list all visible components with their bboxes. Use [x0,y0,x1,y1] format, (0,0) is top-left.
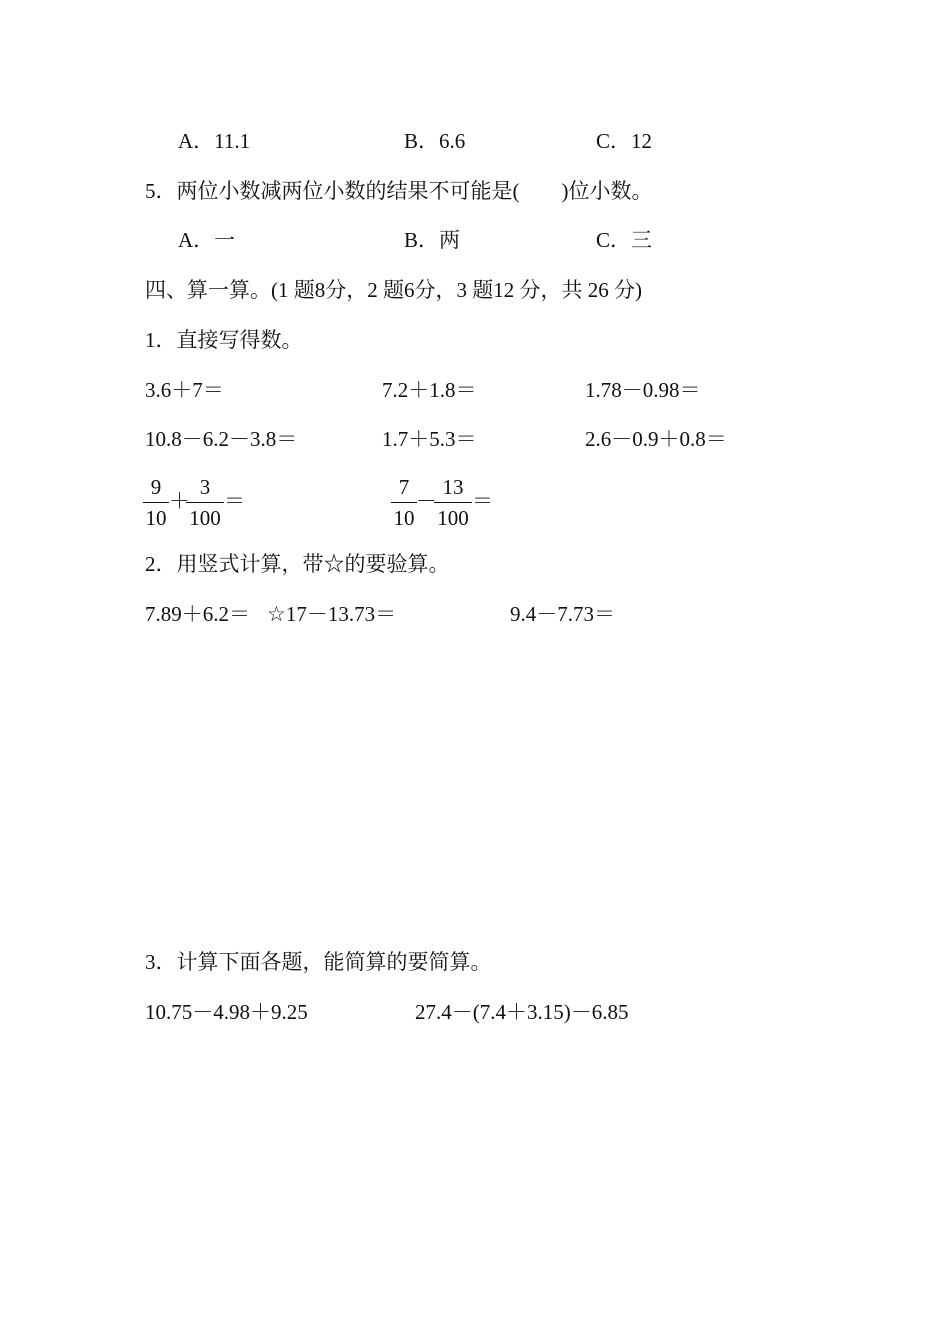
section4-title: 四、算一算。(1 题8分，2 题6分，3 题12 分，共 26 分) [145,278,642,302]
calc-2-3: 2.6－0.9＋0.8＝ [585,427,727,451]
q4-option-a: A．11.1 [178,129,251,153]
fraction-bar [143,502,169,503]
simplify-calc-1: 10.75－4.98＋9.25 [145,1000,308,1024]
q5-option-a: A．一 [178,228,236,252]
numerator: 9 [150,475,162,499]
numerator: 3 [199,475,211,499]
vertical-calc-2: ☆17－13.73＝ [267,602,397,626]
fraction-13-100 [434,474,472,531]
fraction-bar [391,502,417,503]
calc-2-1: 10.8－6.2－3.8＝ [145,427,298,451]
q4-option-c: C．12 [596,129,653,153]
fraction-9-10 [143,474,169,531]
equals-sign: ＝ [224,489,245,513]
denominator: 10 [393,506,415,530]
part3-title: 3．计算下面各题，能简算的要简算。 [145,950,492,974]
part2-title: 2．用竖式计算，带☆的要验算。 [145,552,450,576]
numerator: 7 [398,475,410,499]
q5-stem: 5．两位小数减两位小数的结果不可能是( )位小数。 [145,179,653,203]
fraction-3-100 [186,474,224,531]
plus-sign: ＋ [169,489,190,513]
calc-1-3: 1.78－0.98＝ [585,378,701,402]
minus-sign: － [416,489,437,513]
q4-option-b: B．6.6 [404,129,466,153]
q5-option-c: C．三 [596,228,653,252]
vertical-calc-3: 9.4－7.73＝ [510,602,615,626]
part1-title: 1．直接写得数。 [145,328,303,352]
fraction-7-10 [391,474,417,531]
simplify-calc-2: 27.4－(7.4＋3.15)－6.85 [415,1000,629,1024]
fraction-bar [434,502,472,503]
vertical-calc-1: 7.89＋6.2＝ [145,602,250,626]
equals-sign: ＝ [472,489,493,513]
q5-option-b: B．两 [404,228,461,252]
calc-1-2: 7.2＋1.8＝ [382,378,477,402]
numerator: 13 [442,475,464,499]
denominator: 10 [145,506,167,530]
calc-1-1: 3.6＋7＝ [145,378,224,402]
denominator: 100 [189,506,221,530]
calc-2-2: 1.7＋5.3＝ [382,427,477,451]
denominator: 100 [437,506,469,530]
fraction-bar [186,502,224,503]
